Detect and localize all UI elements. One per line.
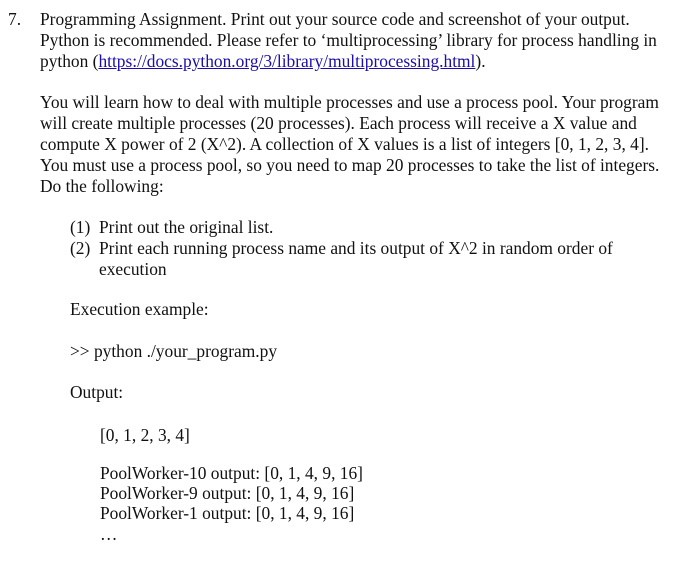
task-description: You will learn how to deal with multiple processes and use a process pool. Your program will create multiple processes (20 processes). Each process will receive a X value and compute X power of 2 (X^2). A collection of X values is a list of integers [0, 1, 2, 3, 4]. You must use a process pool, so you need to map 20 processes to take the list of integers. Do the following: — [40, 92, 660, 196]
step-marker: (1) — [70, 217, 91, 237]
step-text: Print out the original list. — [99, 217, 274, 237]
step-marker: (2) — [70, 238, 91, 258]
step-text: Print each running process name and its output of X^2 in random order of execution — [99, 238, 613, 279]
worker-output-block — [100, 463, 363, 523]
execution-example-label: Execution example: — [70, 299, 209, 319]
command-line: >> python ./your_program.py — [70, 341, 278, 361]
step-item — [70, 217, 690, 238]
intro-text: Programming Assignment. Print out your source code and screenshot of your output. Python is recommended. Please refer to ‘multiprocessing’ library for process handling in python ( — [40, 9, 657, 71]
docs-link[interactable]: https://docs.python.org/3/library/multiprocessing.html — [98, 51, 476, 71]
worker-output-line: PoolWorker-1 output: [0, 1, 4, 9, 16] — [100, 503, 355, 523]
step-item — [70, 238, 690, 280]
question-number: 7. — [8, 9, 22, 29]
steps-list — [70, 217, 690, 280]
output-label: Output: — [70, 382, 124, 402]
worker-output-line: PoolWorker-10 output: [0, 1, 4, 9, 16] — [100, 463, 363, 483]
question-intro — [40, 9, 696, 72]
intro-closing: ). — [475, 51, 486, 71]
continuation-ellipsis: … — [100, 524, 119, 544]
worker-output-line: PoolWorker-9 output: [0, 1, 4, 9, 16] — [100, 483, 355, 503]
output-original-list: [0, 1, 2, 3, 4] — [100, 425, 190, 445]
